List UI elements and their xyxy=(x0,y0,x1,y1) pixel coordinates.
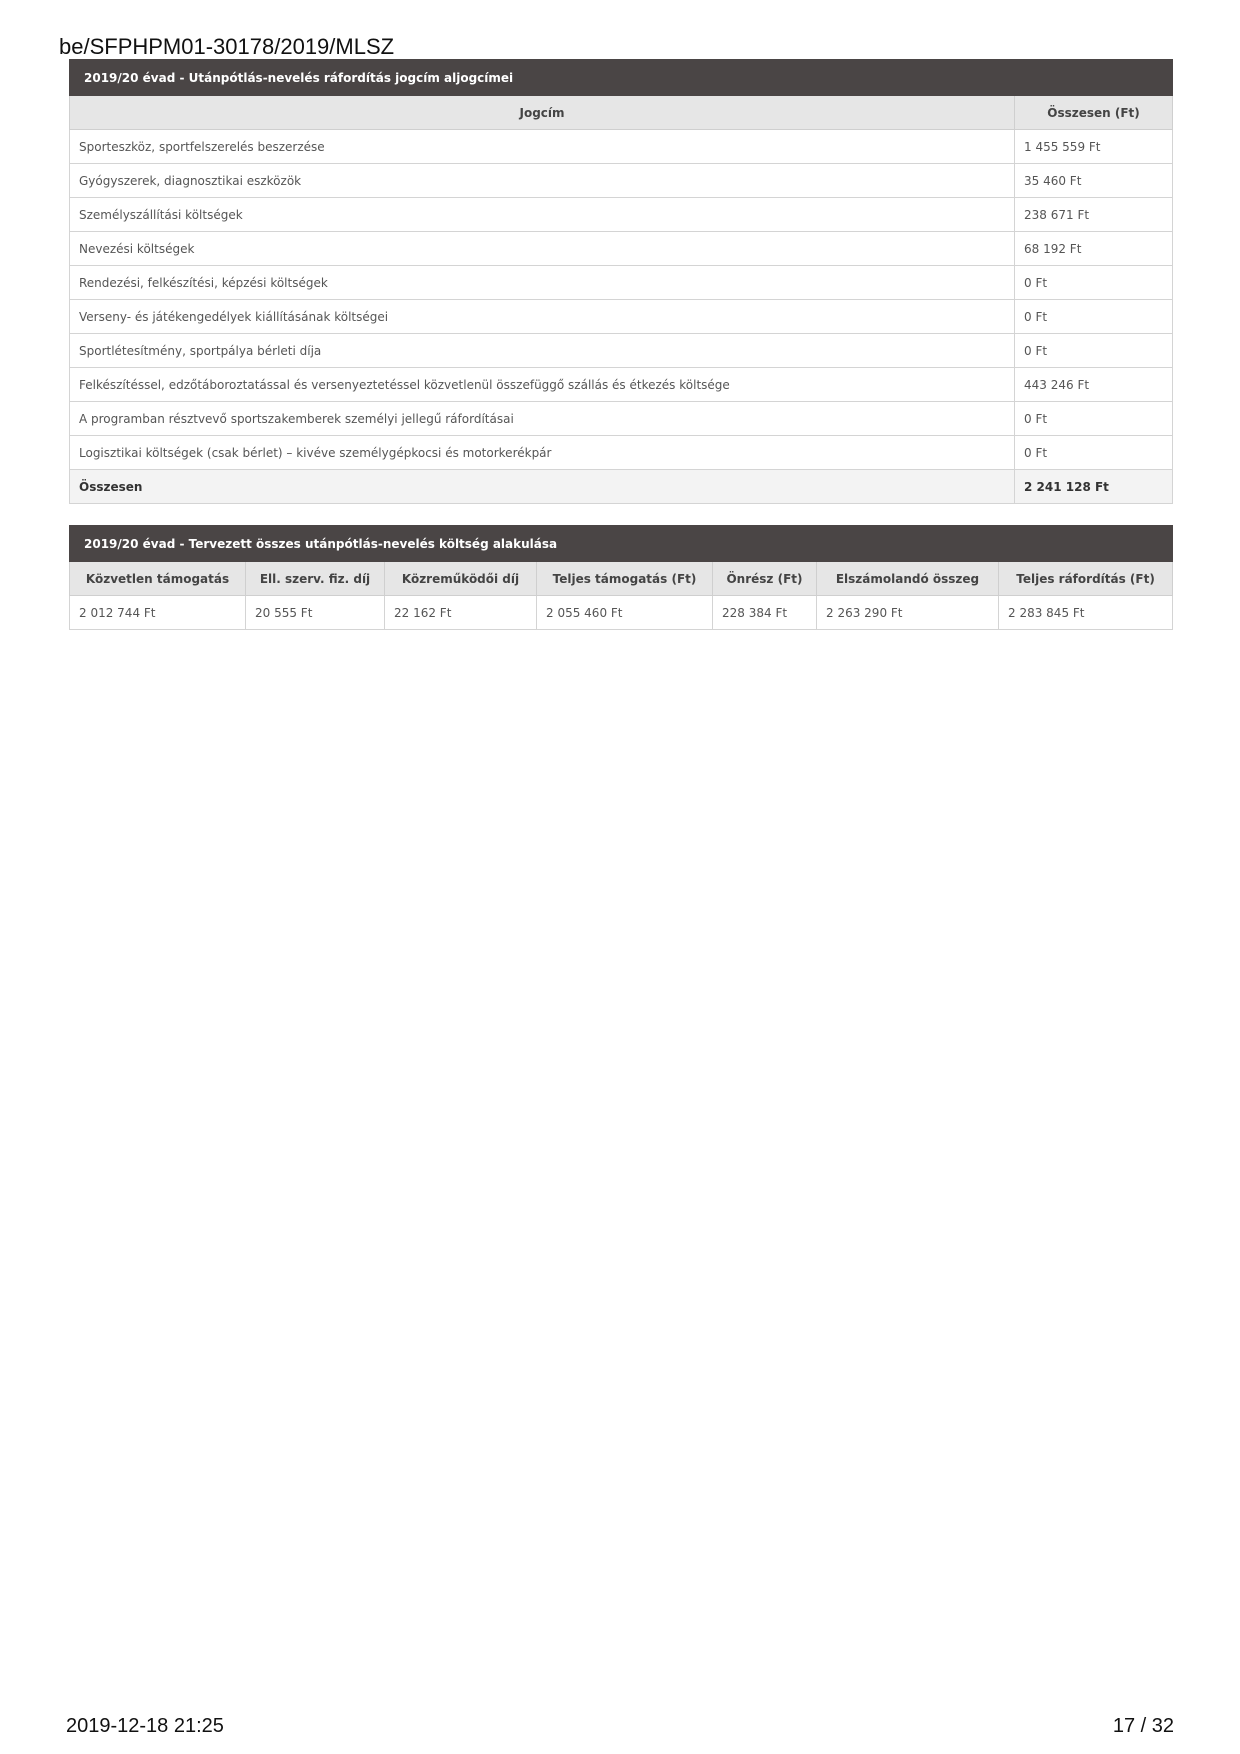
column-header-row xyxy=(70,562,1173,596)
table-row xyxy=(70,300,1173,334)
total-row xyxy=(70,470,1173,504)
row-label: Nevezési költségek xyxy=(70,232,1015,266)
section-title: 2019/20 évad - Tervezett összes utánpótlás-nevelés költség alakulása xyxy=(70,526,1173,562)
row-label: Gyógyszerek, diagnosztikai eszközök xyxy=(70,164,1015,198)
page-number: 17 / 32 xyxy=(1112,1715,1174,1737)
table-row xyxy=(70,232,1173,266)
value-elszamolando-osszeg: 2 263 290 Ft xyxy=(817,596,999,630)
section-title: 2019/20 évad - Utánpótlás-nevelés ráfordítás jogcím aljogcímei xyxy=(70,60,1173,96)
total-value: 2 241 128 Ft xyxy=(1015,470,1173,504)
row-label: Sportlétesítmény, sportpálya bérleti díja xyxy=(70,334,1015,368)
row-label: Felkészítéssel, edzőtáboroztatással és versenyeztetéssel közvetlenül összefüggő szállás és étkezés költsége xyxy=(70,368,1015,402)
column-header-ell-szerv-fiz-dij: Ell. szerv. fiz. díj xyxy=(246,562,385,596)
row-value: 35 460 Ft xyxy=(1015,164,1173,198)
value-teljes-raforditas: 2 283 845 Ft xyxy=(999,596,1173,630)
column-header-kozremukodoi-dij: Közreműködői díj xyxy=(385,562,537,596)
table-row xyxy=(70,596,1173,630)
value-onresz: 228 384 Ft xyxy=(713,596,817,630)
column-header-jogcim: Jogcím xyxy=(70,96,1015,130)
table-row xyxy=(70,334,1173,368)
document-id: be/SFPHPM01-30178/2019/MLSZ xyxy=(59,34,395,59)
table-row xyxy=(70,402,1173,436)
row-value: 0 Ft xyxy=(1015,436,1173,470)
footer-datetime: 2019-12-18 21:25 xyxy=(66,1715,224,1737)
row-value: 0 Ft xyxy=(1015,266,1173,300)
row-value: 1 455 559 Ft xyxy=(1015,130,1173,164)
column-header-onresz: Önrész (Ft) xyxy=(713,562,817,596)
total-label: Összesen xyxy=(70,470,1015,504)
column-header-osszesen: Összesen (Ft) xyxy=(1015,96,1173,130)
row-label: Sporteszköz, sportfelszerelés beszerzése xyxy=(70,130,1015,164)
row-value: 443 246 Ft xyxy=(1015,368,1173,402)
column-header-teljes-raforditas: Teljes ráfordítás (Ft) xyxy=(999,562,1173,596)
table-row xyxy=(70,368,1173,402)
value-kozvetlen-tamogatas: 2 012 744 Ft xyxy=(70,596,246,630)
section-header xyxy=(70,526,1173,562)
row-label: A programban résztvevő sportszakemberek személyi jellegű ráfordításai xyxy=(70,402,1015,436)
row-value: 0 Ft xyxy=(1015,334,1173,368)
row-value: 238 671 Ft xyxy=(1015,198,1173,232)
value-teljes-tamogatas: 2 055 460 Ft xyxy=(537,596,713,630)
table-row xyxy=(70,436,1173,470)
row-value: 0 Ft xyxy=(1015,402,1173,436)
table-row xyxy=(70,130,1173,164)
value-kozremukodoi-dij: 22 162 Ft xyxy=(385,596,537,630)
table-row xyxy=(70,164,1173,198)
table-row xyxy=(70,198,1173,232)
row-label: Rendezési, felkészítési, képzési költségek xyxy=(70,266,1015,300)
row-value: 68 192 Ft xyxy=(1015,232,1173,266)
expense-subcategory-table xyxy=(69,59,1173,504)
column-header-teljes-tamogatas: Teljes támogatás (Ft) xyxy=(537,562,713,596)
row-label: Logisztikai költségek (csak bérlet) – kivéve személygépkocsi és motorkerékpár xyxy=(70,436,1015,470)
column-header-elszamolando-osszeg: Elszámolandó összeg xyxy=(817,562,999,596)
table-row xyxy=(70,266,1173,300)
row-label: Verseny- és játékengedélyek kiállításának költségei xyxy=(70,300,1015,334)
column-header-kozvetlen-tamogatas: Közvetlen támogatás xyxy=(70,562,246,596)
value-ell-szerv-fiz-dij: 20 555 Ft xyxy=(246,596,385,630)
row-value: 0 Ft xyxy=(1015,300,1173,334)
section-header xyxy=(70,60,1173,96)
row-label: Személyszállítási költségek xyxy=(70,198,1015,232)
column-header-row xyxy=(70,96,1173,130)
planned-cost-table xyxy=(69,525,1173,630)
